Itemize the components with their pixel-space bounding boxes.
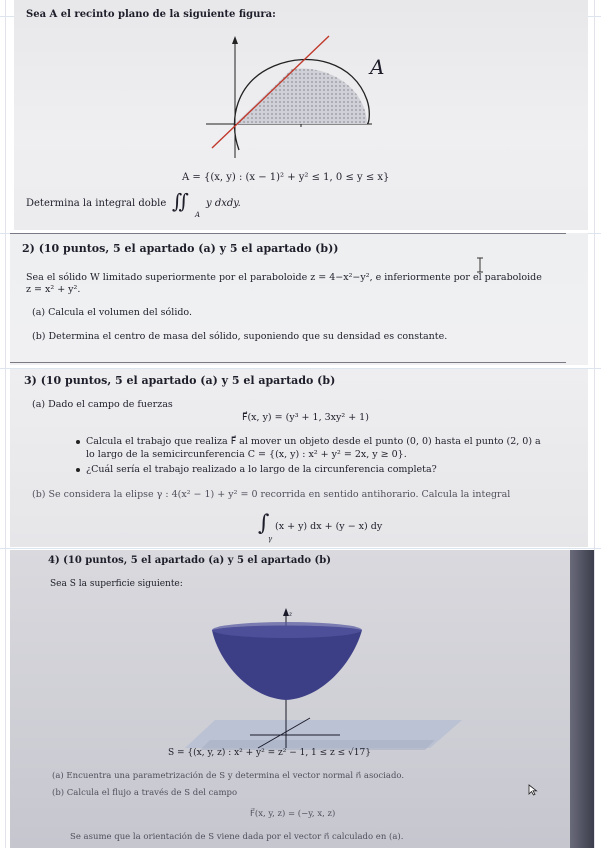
bullet-icon: [76, 468, 80, 472]
z-axis-label: z: [289, 611, 293, 618]
ruled-line: [0, 548, 601, 549]
problem-1-intro: Sea A el recinto plano de la siguiente figura:: [26, 9, 276, 20]
set-definition: A = {(x, y) : (x − 1)² + y² ≤ 1, 0 ≤ y ≤ x}: [182, 172, 390, 183]
problem-3-item-a: (a) Dado el campo de fuerzas: [32, 399, 173, 410]
photo-edge-shadow: [570, 550, 594, 848]
paraboloid-rim: [212, 622, 362, 638]
line-integrand: (x + y) dx + (y − x) dy: [275, 521, 383, 532]
flux-field: F⃗(x, y, z) = (−y, x, z): [250, 809, 336, 819]
problem-2-statement: Sea el sólido W limitado superiormente por el paraboloide z = 4−x²−y², e inferiormente por el paraboloide: [26, 272, 542, 283]
task-prefix: Determina la integral doble: [26, 198, 167, 209]
force-field: F⃗(x, y) = (y³ + 1, 3xy² + 1): [242, 412, 369, 423]
bullet-icon: [76, 440, 80, 444]
problem-1-sheet: [14, 0, 588, 230]
double-integral-symbol: ∬: [172, 189, 190, 213]
bullet-1-line-2: lo largo de la semicircunferencia C = {(x, y) : x² + y² = 2x, y ≥ 0}.: [86, 449, 407, 460]
surface-figure: [10, 590, 570, 750]
text-cursor-icon: [476, 257, 484, 273]
problem-3-item-b: (b) Se considera la elipse γ : 4(x² − 1) + y² = 0 recorrida en sentido antihorario. Calcula la integral: [32, 489, 511, 500]
problem-4-heading: 4) (10 puntos, 5 el apartado (a) y 5 el apartado (b): [48, 555, 331, 566]
problem-3-sheet: [10, 369, 588, 547]
line-integral-subscript: γ: [268, 535, 273, 543]
y-axis-arrow-icon: [232, 36, 238, 44]
margin-line: [594, 0, 595, 848]
problem-2-item-a: (a) Calcula el volumen del sólido.: [32, 307, 193, 318]
bullet-1-line-1: Calcula el trabajo que realiza F⃗ al mover un objeto desde el punto (0, 0) hasta el punto (2, 0) a: [86, 436, 541, 447]
problem-3-heading: 3) (10 puntos, 5 el apartado (a) y 5 el apartado (b): [24, 374, 336, 387]
problem-2-statement-cont: z = x² + y².: [26, 284, 81, 295]
margin-line: [5, 0, 6, 848]
shaded-region-dots: [235, 68, 367, 124]
mouse-pointer-icon: [528, 781, 538, 793]
separator: [10, 233, 566, 234]
integrand: y dxdy.: [206, 198, 241, 209]
problem-4-item-b: (b) Calcula el flujo a través de S del campo: [52, 788, 238, 798]
problem-4-intro: Sea S la superficie siguiente:: [50, 579, 183, 589]
bullet-2: ¿Cuál sería el trabajo realizado a lo largo de la circunferencia completa?: [86, 464, 437, 475]
problem-2-sheet: [10, 233, 588, 365]
problem-2-item-b: (b) Determina el centro de masa del sólido, suponiendo que su densidad es constante.: [32, 331, 448, 342]
surface-definition: S = {(x, y, z) : x² + y² = z² − 1, 1 ≤ z ≤ √17}: [168, 748, 371, 758]
region-figure: [14, 0, 588, 230]
separator: [10, 362, 566, 363]
problem-4-sheet: [10, 550, 570, 848]
line-integral-symbol: ∫: [258, 511, 270, 536]
problem-2-heading: 2) (10 puntos, 5 el apartado (a) y 5 el apartado (b)): [22, 242, 339, 255]
problem-4-item-a: (a) Encuentra una parametrización de S y determina el vector normal n⃗ asociado.: [52, 771, 405, 781]
region-label: A: [370, 55, 385, 79]
orientation-note: Se asume que la orientación de S viene dada por el vector n⃗ calculado en (a).: [70, 832, 404, 842]
integral-subscript: A: [195, 211, 201, 219]
